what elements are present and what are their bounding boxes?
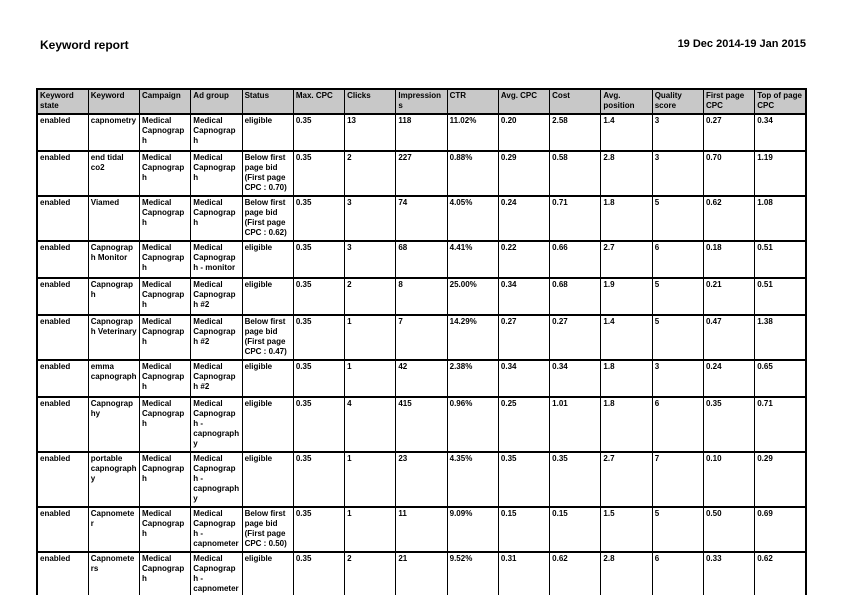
table-cell: 2.8 xyxy=(601,552,652,595)
table-cell: 0.35 xyxy=(293,452,344,507)
table-cell: 0.58 xyxy=(550,151,601,196)
table-cell: 2.8 xyxy=(601,151,652,196)
table-row xyxy=(37,360,806,397)
table-cell: 1.19 xyxy=(755,151,806,196)
table-cell: Medical Capnograph - capnography xyxy=(191,452,242,507)
table-cell: Medical Capnograph - monitor xyxy=(191,241,242,278)
table-cell: 0.35 xyxy=(293,196,344,241)
column-header: Impressions xyxy=(396,89,447,114)
report-date-range: 19 Dec 2014-19 Jan 2015 xyxy=(677,38,806,50)
report-title: Keyword report xyxy=(40,38,129,52)
column-header: Status xyxy=(242,89,293,114)
table-cell: eligible xyxy=(242,360,293,397)
table-cell: enabled xyxy=(37,315,88,360)
table-cell: 0.35 xyxy=(703,397,754,452)
table-cell: Medical Capnograph xyxy=(140,507,191,552)
table-cell: Capnograph Monitor xyxy=(88,241,139,278)
table-cell: 68 xyxy=(396,241,447,278)
column-header: Keyword state xyxy=(37,89,88,114)
table-cell: 6 xyxy=(652,397,703,452)
column-header: Keyword xyxy=(88,89,139,114)
table-cell: 1.38 xyxy=(755,315,806,360)
table-row xyxy=(37,397,806,452)
table-cell: Medical Capnograph xyxy=(140,552,191,595)
table-cell: enabled xyxy=(37,360,88,397)
table-cell: 11.02% xyxy=(447,114,498,151)
table-row xyxy=(37,114,806,151)
table-cell: 2 xyxy=(345,552,396,595)
table-cell: 25.00% xyxy=(447,278,498,315)
table-cell: Medical Capnograph xyxy=(140,397,191,452)
table-cell: 6 xyxy=(652,552,703,595)
table-cell: 0.47 xyxy=(703,315,754,360)
table-cell: 0.22 xyxy=(498,241,549,278)
table-cell: 2.58 xyxy=(550,114,601,151)
table-cell: enabled xyxy=(37,552,88,595)
table-cell: Medical Capnograph #2 xyxy=(191,360,242,397)
table-cell: 0.35 xyxy=(293,315,344,360)
table-row xyxy=(37,278,806,315)
table-cell: 4.35% xyxy=(447,452,498,507)
table-cell: Medical Capnograph xyxy=(140,151,191,196)
table-cell: 5 xyxy=(652,196,703,241)
column-header: CTR xyxy=(447,89,498,114)
table-cell: Capnograph Veterinary xyxy=(88,315,139,360)
table-cell: enabled xyxy=(37,507,88,552)
table-cell: 0.35 xyxy=(550,452,601,507)
table-cell: 21 xyxy=(396,552,447,595)
table-cell: eligible xyxy=(242,278,293,315)
table-cell: enabled xyxy=(37,397,88,452)
table-cell: 0.29 xyxy=(755,452,806,507)
table-cell: Medical Capnograph #2 xyxy=(191,315,242,360)
table-cell: Medical Capnograph xyxy=(140,360,191,397)
table-cell: 0.21 xyxy=(703,278,754,315)
table-cell: enabled xyxy=(37,452,88,507)
table-cell: Capnography xyxy=(88,397,139,452)
table-cell: 2 xyxy=(345,151,396,196)
table-cell: 1.9 xyxy=(601,278,652,315)
table-row xyxy=(37,241,806,278)
table-cell: 0.34 xyxy=(498,360,549,397)
table-cell: Below first page bid (First page CPC : 0.50) xyxy=(242,507,293,552)
table-cell: 1.8 xyxy=(601,196,652,241)
table-cell: 7 xyxy=(652,452,703,507)
table-cell: 0.18 xyxy=(703,241,754,278)
table-cell: Medical Capnograph xyxy=(140,114,191,151)
table-cell: Medical Capnograph xyxy=(191,151,242,196)
table-cell: 0.31 xyxy=(498,552,549,595)
table-cell: 0.20 xyxy=(498,114,549,151)
table-cell: 0.35 xyxy=(293,360,344,397)
table-cell: 0.70 xyxy=(703,151,754,196)
keyword-table-body xyxy=(37,114,806,595)
table-cell: 0.71 xyxy=(755,397,806,452)
table-cell: eligible xyxy=(242,397,293,452)
table-cell: 4.41% xyxy=(447,241,498,278)
table-cell: eligible xyxy=(242,114,293,151)
table-row xyxy=(37,151,806,196)
table-cell: 1 xyxy=(345,360,396,397)
table-cell: 1 xyxy=(345,452,396,507)
table-cell: Below first page bid (First page CPC : 0.62) xyxy=(242,196,293,241)
table-cell: 1.8 xyxy=(601,360,652,397)
table-cell: 0.62 xyxy=(755,552,806,595)
table-cell: 6 xyxy=(652,241,703,278)
table-cell: 0.35 xyxy=(293,151,344,196)
table-row xyxy=(37,315,806,360)
table-cell: enabled xyxy=(37,151,88,196)
table-cell: 2.7 xyxy=(601,452,652,507)
table-cell: 74 xyxy=(396,196,447,241)
table-cell: 11 xyxy=(396,507,447,552)
table-cell: 2.38% xyxy=(447,360,498,397)
column-header: Campaign xyxy=(140,89,191,114)
table-cell: 0.15 xyxy=(498,507,549,552)
table-cell: eligible xyxy=(242,241,293,278)
column-header: Ad group xyxy=(191,89,242,114)
table-cell: Medical Capnograph xyxy=(191,196,242,241)
table-cell: 4 xyxy=(345,397,396,452)
table-cell: Medical Capnograph - capnometer xyxy=(191,552,242,595)
table-row xyxy=(37,507,806,552)
table-cell: 3 xyxy=(345,241,396,278)
table-cell: 1.4 xyxy=(601,315,652,360)
table-cell: Capnometer xyxy=(88,507,139,552)
table-cell: 0.35 xyxy=(293,507,344,552)
table-cell: 0.69 xyxy=(755,507,806,552)
table-cell: end tidal co2 xyxy=(88,151,139,196)
table-cell: 0.62 xyxy=(550,552,601,595)
table-cell: Medical Capnograph #2 xyxy=(191,278,242,315)
table-cell: 0.35 xyxy=(498,452,549,507)
table-cell: 14.29% xyxy=(447,315,498,360)
table-cell: Medical Capnograph xyxy=(140,241,191,278)
table-cell: emma capnograph xyxy=(88,360,139,397)
column-header: Clicks xyxy=(345,89,396,114)
table-cell: 4.05% xyxy=(447,196,498,241)
table-cell: Medical Capnograph xyxy=(140,315,191,360)
table-row xyxy=(37,552,806,595)
table-cell: 0.27 xyxy=(703,114,754,151)
table-cell: 1.8 xyxy=(601,397,652,452)
table-cell: 42 xyxy=(396,360,447,397)
table-cell: 0.35 xyxy=(293,397,344,452)
column-header: Avg. CPC xyxy=(498,89,549,114)
table-cell: 5 xyxy=(652,315,703,360)
table-cell: 0.51 xyxy=(755,241,806,278)
table-cell: 9.52% xyxy=(447,552,498,595)
table-cell: eligible xyxy=(242,452,293,507)
table-cell: Medical Capnograph xyxy=(140,278,191,315)
table-cell: 0.35 xyxy=(293,114,344,151)
table-cell: enabled xyxy=(37,114,88,151)
table-cell: 0.62 xyxy=(703,196,754,241)
table-cell: 1.01 xyxy=(550,397,601,452)
table-cell: 0.50 xyxy=(703,507,754,552)
table-cell: 0.27 xyxy=(550,315,601,360)
table-cell: 1.5 xyxy=(601,507,652,552)
table-cell: Medical Capnograph - capnography xyxy=(191,397,242,452)
column-header: First page CPC xyxy=(703,89,754,114)
table-cell: Below first page bid (First page CPC : 0.47) xyxy=(242,315,293,360)
table-cell: 0.27 xyxy=(498,315,549,360)
table-cell: 13 xyxy=(345,114,396,151)
table-cell: capnometry xyxy=(88,114,139,151)
table-row xyxy=(37,452,806,507)
table-cell: 0.24 xyxy=(703,360,754,397)
table-cell: 1 xyxy=(345,315,396,360)
table-cell: 3 xyxy=(652,114,703,151)
table-cell: 0.29 xyxy=(498,151,549,196)
table-cell: portable capnography xyxy=(88,452,139,507)
table-cell: enabled xyxy=(37,241,88,278)
table-cell: 0.34 xyxy=(550,360,601,397)
table-cell: 0.34 xyxy=(755,114,806,151)
table-cell: 0.65 xyxy=(755,360,806,397)
table-cell: 0.25 xyxy=(498,397,549,452)
table-cell: 7 xyxy=(396,315,447,360)
keyword-table xyxy=(36,88,807,595)
table-cell: 0.35 xyxy=(293,552,344,595)
table-cell: Medical Capnograph - capnometer xyxy=(191,507,242,552)
table-cell: 0.15 xyxy=(550,507,601,552)
table-cell: 0.71 xyxy=(550,196,601,241)
column-header: Max. CPC xyxy=(293,89,344,114)
table-cell: 0.33 xyxy=(703,552,754,595)
table-cell: 2 xyxy=(345,278,396,315)
table-cell: 0.10 xyxy=(703,452,754,507)
table-cell: 8 xyxy=(396,278,447,315)
table-cell: Capnograph xyxy=(88,278,139,315)
table-cell: Medical Capnograph xyxy=(140,452,191,507)
table-cell: Capnometers xyxy=(88,552,139,595)
table-cell: 0.96% xyxy=(447,397,498,452)
table-cell: 1 xyxy=(345,507,396,552)
table-cell: 3 xyxy=(652,360,703,397)
column-header: Avg. position xyxy=(601,89,652,114)
table-cell: 1.08 xyxy=(755,196,806,241)
table-cell: 9.09% xyxy=(447,507,498,552)
table-cell: 0.66 xyxy=(550,241,601,278)
table-cell: enabled xyxy=(37,278,88,315)
table-cell: 1.4 xyxy=(601,114,652,151)
table-cell: 5 xyxy=(652,507,703,552)
table-cell: 0.68 xyxy=(550,278,601,315)
table-row xyxy=(37,196,806,241)
table-cell: Medical Capnograph xyxy=(191,114,242,151)
table-cell: 0.34 xyxy=(498,278,549,315)
table-cell: 0.24 xyxy=(498,196,549,241)
table-cell: 2.7 xyxy=(601,241,652,278)
table-cell: 415 xyxy=(396,397,447,452)
table-cell: Below first page bid (First page CPC : 0.70) xyxy=(242,151,293,196)
table-cell: 5 xyxy=(652,278,703,315)
table-cell: 3 xyxy=(652,151,703,196)
table-cell: 0.88% xyxy=(447,151,498,196)
table-cell: Medical Capnograph xyxy=(140,196,191,241)
table-cell: enabled xyxy=(37,196,88,241)
table-cell: 0.35 xyxy=(293,241,344,278)
keyword-table-head xyxy=(37,89,806,114)
column-header: Top of page CPC xyxy=(755,89,806,114)
table-cell: 0.35 xyxy=(293,278,344,315)
table-cell: 227 xyxy=(396,151,447,196)
table-cell: 118 xyxy=(396,114,447,151)
table-cell: 23 xyxy=(396,452,447,507)
table-cell: eligible xyxy=(242,552,293,595)
column-header: Quality score xyxy=(652,89,703,114)
table-cell: Viamed xyxy=(88,196,139,241)
header-row xyxy=(37,89,806,114)
column-header: Cost xyxy=(550,89,601,114)
table-cell: 3 xyxy=(345,196,396,241)
table-cell: 0.51 xyxy=(755,278,806,315)
